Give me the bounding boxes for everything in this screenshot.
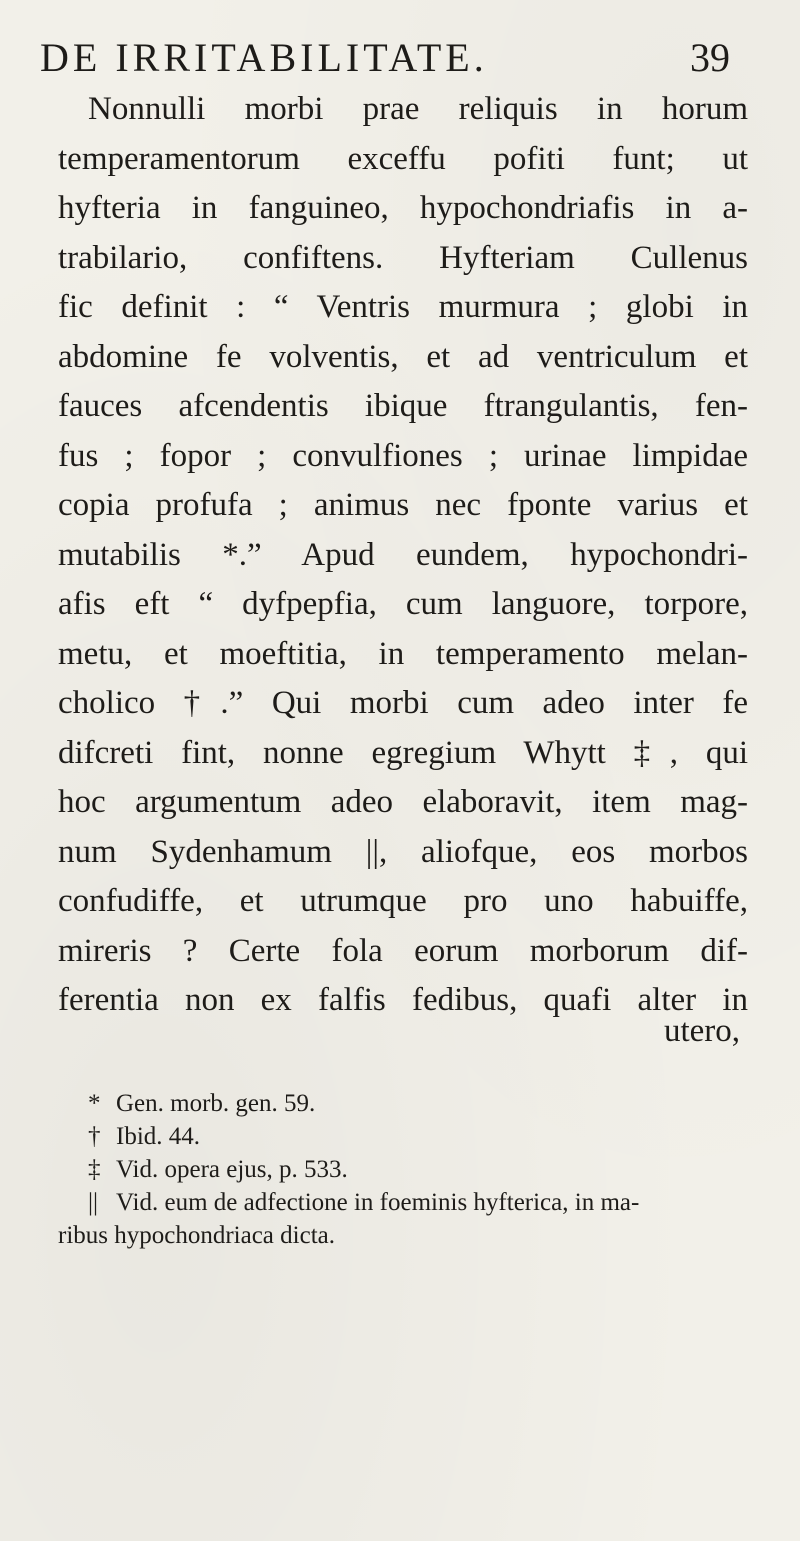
text-line: trabilario, confiftens. Hyfteriam Cullenus bbox=[58, 239, 748, 276]
footnote-text: Gen. morb. gen. 59. bbox=[116, 1090, 316, 1117]
text-line: hoc argumentum adeo elaboravit, item mag- bbox=[58, 784, 748, 820]
text-line: Nonnulli morbi prae reliquis in horum bbox=[88, 91, 748, 127]
text-line: mutabilis *.” Apud eundem, hypochondri- bbox=[58, 536, 748, 573]
footnote-text: Vid. eum de adfectione in foeminis hyfterica, in ma- bbox=[116, 1189, 640, 1216]
page-number: 39 bbox=[690, 35, 730, 80]
text-line: fauces afcendentis ibique ftrangulantis, fen- bbox=[58, 388, 748, 424]
text-line: metu, et moeftitia, in temperamento melan- bbox=[58, 635, 748, 672]
text-line: ferentia non ex falfis fedibus, quafi alter in bbox=[58, 982, 748, 1018]
text-line: abdomine fe volventis, et ad ventriculum et bbox=[58, 338, 748, 375]
footnote bbox=[88, 1186, 768, 1219]
text-line: fus ; fopor ; convulfiones ; urinae limpidae bbox=[58, 437, 748, 474]
footnote-mark: || bbox=[88, 1189, 99, 1216]
main-text bbox=[58, 85, 748, 1026]
text-line: mireris ? Certe fola eorum morborum dif- bbox=[58, 932, 748, 969]
footnote bbox=[88, 1153, 768, 1186]
footnote-continuation bbox=[58, 1219, 768, 1252]
footnote-mark: * bbox=[88, 1090, 101, 1117]
running-title: DE IRRITABILITATE. bbox=[40, 35, 488, 80]
text-line: afis eft “ dyfpepfia, cum languore, torpore, bbox=[58, 586, 748, 622]
text-line: cholico †.” Qui morbi cum adeo inter fe bbox=[58, 685, 748, 721]
footnote-text: Ibid. 44. bbox=[116, 1123, 201, 1150]
footnote bbox=[88, 1087, 768, 1120]
footnote-text: ribus hypochondriaca dicta. bbox=[58, 1222, 335, 1249]
text-line: hyfteria in fanguineo, hypochondriafis in a- bbox=[58, 190, 748, 226]
running-head bbox=[40, 34, 730, 84]
text-line: num Sydenhamum ||, aliofque, eos morbos bbox=[58, 833, 748, 870]
text-line: confudiffe, et utrumque pro uno habuiffe, bbox=[58, 883, 748, 919]
footnote-mark: ‡ bbox=[88, 1156, 101, 1183]
footnote-mark: † bbox=[88, 1123, 101, 1150]
text-line: temperamentorum exceffu pofiti funt; ut bbox=[58, 140, 748, 177]
footnote bbox=[88, 1120, 768, 1153]
text-line: copia profufa ; animus nec fponte varius et bbox=[58, 487, 748, 523]
catchword: utero, bbox=[663, 1013, 740, 1049]
text-line: fic definit : “ Ventris murmura ; globi in bbox=[58, 289, 748, 325]
text-line: difcreti fint, nonne egregium Whytt ‡, qui bbox=[58, 734, 748, 771]
footnote-text: Vid. opera ejus, p. 533. bbox=[116, 1156, 348, 1183]
footnotes bbox=[58, 1087, 768, 1252]
